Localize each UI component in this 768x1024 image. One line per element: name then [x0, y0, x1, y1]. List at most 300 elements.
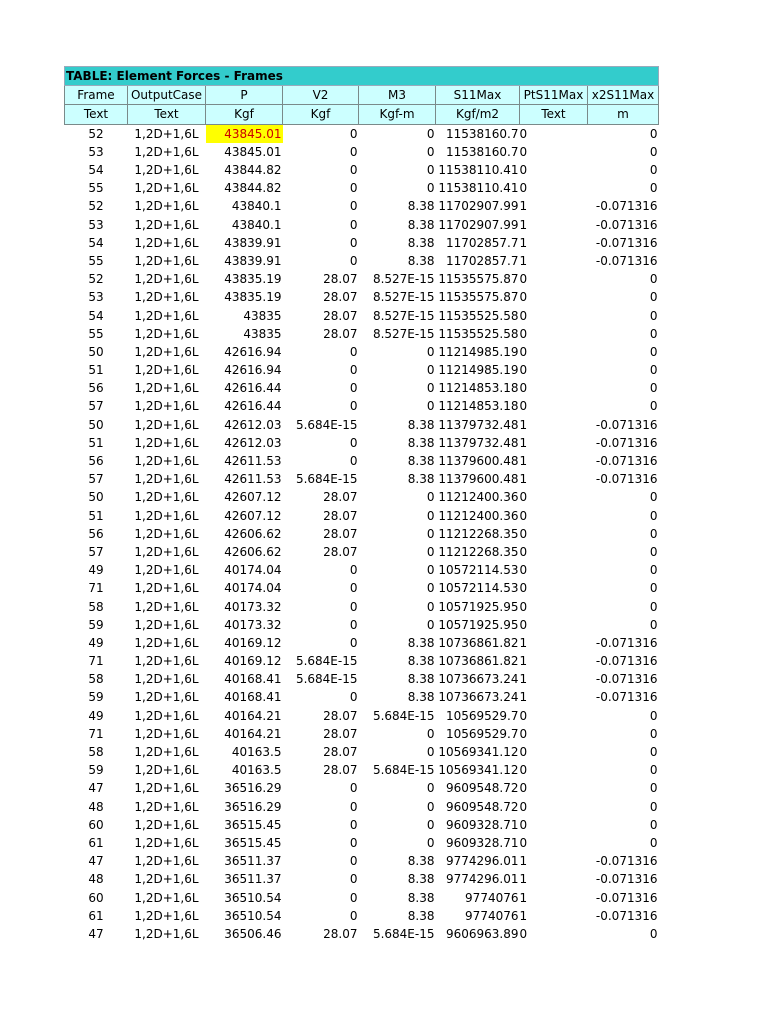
- cell-pts11max[interactable]: 1: [519, 454, 528, 469]
- cell-x2s11max[interactable]: -0.071316: [595, 253, 658, 268]
- cell-p[interactable]: 42607.12: [224, 490, 282, 505]
- cell-x2s11max[interactable]: 0: [649, 399, 658, 414]
- cell-m3[interactable]: 8.527E-15: [372, 290, 435, 305]
- cell-p[interactable]: 40168.41: [224, 690, 282, 705]
- cell-pts11max[interactable]: 1: [519, 235, 528, 250]
- cell-frame[interactable]: 58: [88, 745, 104, 760]
- cell-v2[interactable]: 0: [349, 199, 358, 214]
- cell-m3[interactable]: 0: [426, 726, 435, 741]
- cell-s11max[interactable]: 10571925.95: [438, 599, 519, 614]
- cell-p[interactable]: 40169.12: [224, 654, 282, 669]
- cell-m3[interactable]: 8.38: [407, 890, 435, 905]
- cell-frame[interactable]: 61: [88, 835, 104, 850]
- cell-x2s11max[interactable]: 0: [649, 272, 658, 287]
- cell-pts11max[interactable]: 0: [519, 563, 528, 578]
- cell-output-case[interactable]: 1,2D+1,6L: [134, 490, 199, 505]
- cell-frame[interactable]: 51: [88, 363, 104, 378]
- cell-frame[interactable]: 60: [88, 890, 104, 905]
- cell-x2s11max[interactable]: 0: [649, 181, 658, 196]
- cell-v2[interactable]: 0: [349, 817, 358, 832]
- cell-frame[interactable]: 49: [88, 635, 104, 650]
- cell-p[interactable]: 43835.19: [224, 272, 282, 287]
- cell-output-case[interactable]: 1,2D+1,6L: [134, 854, 199, 869]
- cell-output-case[interactable]: 1,2D+1,6L: [134, 472, 199, 487]
- cell-p[interactable]: 40168.41: [224, 672, 282, 687]
- cell-frame[interactable]: 60: [88, 817, 104, 832]
- cell-output-case[interactable]: 1,2D+1,6L: [134, 708, 199, 723]
- cell-s11max[interactable]: 11535575.87: [438, 290, 519, 305]
- cell-x2s11max[interactable]: 0: [649, 708, 658, 723]
- cell-p[interactable]: 43840.1: [231, 199, 282, 214]
- cell-output-case[interactable]: 1,2D+1,6L: [134, 599, 199, 614]
- cell-s11max[interactable]: 11379600.48: [438, 472, 519, 487]
- cell-s11max[interactable]: 10736673.24: [438, 672, 519, 687]
- cell-pts11max[interactable]: 0: [519, 926, 528, 941]
- cell-output-case[interactable]: 1,2D+1,6L: [134, 690, 199, 705]
- cell-pts11max[interactable]: 1: [519, 672, 528, 687]
- cell-pts11max[interactable]: 0: [519, 508, 528, 523]
- cell-x2s11max[interactable]: 0: [649, 726, 658, 741]
- cell-pts11max[interactable]: 0: [519, 308, 528, 323]
- cell-frame[interactable]: 54: [88, 235, 104, 250]
- cell-s11max[interactable]: 11702907.99: [438, 199, 519, 214]
- cell-x2s11max[interactable]: -0.071316: [595, 908, 658, 923]
- cell-x2s11max[interactable]: 0: [649, 817, 658, 832]
- cell-pts11max[interactable]: 0: [519, 544, 528, 559]
- cell-output-case[interactable]: 1,2D+1,6L: [134, 308, 199, 323]
- cell-frame[interactable]: 47: [88, 781, 104, 796]
- cell-m3[interactable]: 8.38: [407, 253, 435, 268]
- cell-output-case[interactable]: 1,2D+1,6L: [134, 144, 199, 159]
- cell-v2[interactable]: 0: [349, 217, 358, 232]
- cell-x2s11max[interactable]: 0: [649, 526, 658, 541]
- cell-output-case[interactable]: 1,2D+1,6L: [134, 835, 199, 850]
- cell-x2s11max[interactable]: 0: [649, 344, 658, 359]
- cell-pts11max[interactable]: 0: [519, 726, 528, 741]
- cell-output-case[interactable]: 1,2D+1,6L: [134, 272, 199, 287]
- cell-m3[interactable]: 8.38: [407, 672, 435, 687]
- cell-p[interactable]: 43839.91: [224, 253, 282, 268]
- cell-x2s11max[interactable]: 0: [649, 799, 658, 814]
- cell-pts11max[interactable]: 0: [519, 490, 528, 505]
- cell-pts11max[interactable]: 0: [519, 290, 528, 305]
- cell-v2[interactable]: 0: [349, 163, 358, 178]
- cell-s11max[interactable]: 11379600.48: [438, 454, 519, 469]
- cell-x2s11max[interactable]: 0: [649, 926, 658, 941]
- cell-pts11max[interactable]: 0: [519, 181, 528, 196]
- cell-v2[interactable]: 0: [349, 690, 358, 705]
- cell-m3[interactable]: 0: [426, 581, 435, 596]
- cell-p[interactable]: 36516.29: [224, 781, 282, 796]
- cell-p[interactable]: 40163.5: [231, 745, 282, 760]
- cell-v2[interactable]: 28.07: [323, 326, 358, 341]
- cell-p[interactable]: 43835: [243, 326, 282, 341]
- cell-p[interactable]: 40173.32: [224, 599, 282, 614]
- cell-m3[interactable]: 0: [426, 745, 435, 760]
- cell-pts11max[interactable]: 1: [519, 690, 528, 705]
- column-header-pts11max[interactable]: PtS11Max: [520, 86, 588, 105]
- column-header-p[interactable]: P: [206, 86, 283, 105]
- cell-p[interactable]: 36516.29: [224, 799, 282, 814]
- cell-pts11max[interactable]: 0: [519, 363, 528, 378]
- cell-p[interactable]: 36511.37: [224, 854, 282, 869]
- cell-s11max[interactable]: 11214853.18: [438, 399, 519, 414]
- cell-s11max[interactable]: 11214853.18: [438, 381, 519, 396]
- cell-output-case[interactable]: 1,2D+1,6L: [134, 344, 199, 359]
- cell-pts11max[interactable]: 1: [519, 253, 528, 268]
- cell-frame[interactable]: 54: [88, 163, 104, 178]
- cell-m3[interactable]: 8.38: [407, 654, 435, 669]
- cell-frame[interactable]: 53: [88, 144, 104, 159]
- cell-pts11max[interactable]: 0: [519, 399, 528, 414]
- cell-x2s11max[interactable]: 0: [649, 581, 658, 596]
- cell-m3[interactable]: 0: [426, 508, 435, 523]
- cell-output-case[interactable]: 1,2D+1,6L: [134, 726, 199, 741]
- cell-pts11max[interactable]: 0: [519, 763, 528, 778]
- cell-frame[interactable]: 50: [88, 417, 104, 432]
- cell-x2s11max[interactable]: 0: [649, 544, 658, 559]
- cell-v2[interactable]: 5.684E-15: [295, 672, 358, 687]
- cell-x2s11max[interactable]: -0.071316: [595, 417, 658, 432]
- cell-output-case[interactable]: 1,2D+1,6L: [134, 381, 199, 396]
- cell-m3[interactable]: 5.684E-15: [372, 763, 435, 778]
- cell-v2[interactable]: 0: [349, 908, 358, 923]
- cell-v2[interactable]: 0: [349, 854, 358, 869]
- cell-frame[interactable]: 49: [88, 563, 104, 578]
- column-header-output-case[interactable]: OutputCase: [128, 86, 206, 105]
- cell-m3[interactable]: 0: [426, 363, 435, 378]
- cell-pts11max[interactable]: 0: [519, 272, 528, 287]
- cell-m3[interactable]: 0: [426, 344, 435, 359]
- cell-x2s11max[interactable]: 0: [649, 163, 658, 178]
- cell-x2s11max[interactable]: 0: [649, 126, 658, 141]
- cell-v2[interactable]: 0: [349, 635, 358, 650]
- cell-s11max[interactable]: 10736673.24: [438, 690, 519, 705]
- cell-frame[interactable]: 47: [88, 854, 104, 869]
- cell-v2[interactable]: 0: [349, 235, 358, 250]
- cell-x2s11max[interactable]: -0.071316: [595, 672, 658, 687]
- cell-x2s11max[interactable]: 0: [649, 381, 658, 396]
- cell-m3[interactable]: 0: [426, 144, 435, 159]
- cell-p[interactable]: 42616.44: [224, 381, 282, 396]
- cell-p[interactable]: 42616.44: [224, 399, 282, 414]
- cell-pts11max[interactable]: 0: [519, 326, 528, 341]
- cell-m3[interactable]: 0: [426, 526, 435, 541]
- cell-v2[interactable]: 0: [349, 344, 358, 359]
- cell-p[interactable]: 43845.01: [206, 124, 283, 143]
- cell-p[interactable]: 36515.45: [224, 835, 282, 850]
- cell-x2s11max[interactable]: 0: [649, 508, 658, 523]
- cell-v2[interactable]: 0: [349, 890, 358, 905]
- cell-pts11max[interactable]: 0: [519, 344, 528, 359]
- cell-frame[interactable]: 61: [88, 908, 104, 923]
- cell-frame[interactable]: 48: [88, 872, 104, 887]
- cell-p[interactable]: 43839.91: [224, 235, 282, 250]
- cell-p[interactable]: 40164.21: [224, 708, 282, 723]
- cell-pts11max[interactable]: 0: [519, 817, 528, 832]
- cell-pts11max[interactable]: 0: [519, 526, 528, 541]
- cell-m3[interactable]: 8.38: [407, 635, 435, 650]
- cell-v2[interactable]: 0: [349, 454, 358, 469]
- cell-p[interactable]: 43845.01: [224, 144, 282, 159]
- cell-p[interactable]: 36506.46: [224, 926, 282, 941]
- cell-output-case[interactable]: 1,2D+1,6L: [134, 435, 199, 450]
- cell-v2[interactable]: 28.07: [323, 272, 358, 287]
- cell-v2[interactable]: 0: [349, 253, 358, 268]
- cell-x2s11max[interactable]: 0: [649, 308, 658, 323]
- cell-output-case[interactable]: 1,2D+1,6L: [134, 181, 199, 196]
- cell-x2s11max[interactable]: 0: [649, 763, 658, 778]
- cell-frame[interactable]: 58: [88, 672, 104, 687]
- cell-frame[interactable]: 55: [88, 181, 104, 196]
- cell-s11max[interactable]: 11535525.58: [438, 326, 519, 341]
- cell-s11max[interactable]: 11214985.19: [438, 363, 519, 378]
- cell-output-case[interactable]: 1,2D+1,6L: [134, 253, 199, 268]
- cell-output-case[interactable]: 1,2D+1,6L: [134, 290, 199, 305]
- cell-m3[interactable]: 0: [426, 399, 435, 414]
- cell-output-case[interactable]: 1,2D+1,6L: [134, 799, 199, 814]
- cell-s11max[interactable]: 11535525.58: [438, 308, 519, 323]
- cell-s11max[interactable]: 11702857.7: [445, 253, 519, 268]
- cell-v2[interactable]: 5.684E-15: [295, 417, 358, 432]
- cell-m3[interactable]: 0: [426, 381, 435, 396]
- cell-pts11max[interactable]: 1: [519, 417, 528, 432]
- cell-s11max[interactable]: 9774076: [465, 908, 519, 923]
- cell-frame[interactable]: 51: [88, 435, 104, 450]
- cell-pts11max[interactable]: 0: [519, 781, 528, 796]
- cell-frame[interactable]: 71: [88, 581, 104, 596]
- cell-pts11max[interactable]: 1: [519, 890, 528, 905]
- cell-frame[interactable]: 59: [88, 690, 104, 705]
- cell-s11max[interactable]: 11212400.36: [438, 508, 519, 523]
- cell-s11max[interactable]: 11212400.36: [438, 490, 519, 505]
- cell-m3[interactable]: 0: [426, 617, 435, 632]
- column-header-frame[interactable]: Frame: [65, 86, 128, 105]
- cell-s11max[interactable]: 10571925.95: [438, 617, 519, 632]
- cell-x2s11max[interactable]: 0: [649, 290, 658, 305]
- cell-frame[interactable]: 52: [88, 199, 104, 214]
- cell-v2[interactable]: 0: [349, 181, 358, 196]
- cell-output-case[interactable]: 1,2D+1,6L: [134, 417, 199, 432]
- cell-v2[interactable]: 0: [349, 781, 358, 796]
- cell-x2s11max[interactable]: -0.071316: [595, 854, 658, 869]
- cell-output-case[interactable]: 1,2D+1,6L: [134, 563, 199, 578]
- cell-x2s11max[interactable]: 0: [649, 835, 658, 850]
- cell-x2s11max[interactable]: 0: [649, 363, 658, 378]
- cell-s11max[interactable]: 9609328.71: [445, 817, 519, 832]
- cell-pts11max[interactable]: 0: [519, 835, 528, 850]
- cell-x2s11max[interactable]: -0.071316: [595, 690, 658, 705]
- cell-p[interactable]: 42607.12: [224, 508, 282, 523]
- cell-v2[interactable]: 28.07: [323, 708, 358, 723]
- cell-pts11max[interactable]: 0: [519, 381, 528, 396]
- cell-m3[interactable]: 0: [426, 126, 435, 141]
- cell-s11max[interactable]: 10569341.12: [438, 745, 519, 760]
- cell-s11max[interactable]: 11379732.48: [438, 417, 519, 432]
- cell-frame[interactable]: 51: [88, 508, 104, 523]
- cell-output-case[interactable]: 1,2D+1,6L: [134, 326, 199, 341]
- cell-frame[interactable]: 47: [88, 926, 104, 941]
- cell-output-case[interactable]: 1,2D+1,6L: [134, 508, 199, 523]
- cell-x2s11max[interactable]: -0.071316: [595, 454, 658, 469]
- cell-m3[interactable]: 0: [426, 599, 435, 614]
- cell-output-case[interactable]: 1,2D+1,6L: [134, 235, 199, 250]
- cell-s11max[interactable]: 9774296.01: [445, 854, 519, 869]
- cell-s11max[interactable]: 9606963.89: [445, 926, 519, 941]
- cell-m3[interactable]: 0: [426, 799, 435, 814]
- cell-output-case[interactable]: 1,2D+1,6L: [134, 617, 199, 632]
- cell-v2[interactable]: 0: [349, 435, 358, 450]
- cell-output-case[interactable]: 1,2D+1,6L: [134, 199, 199, 214]
- cell-p[interactable]: 43840.1: [231, 217, 282, 232]
- cell-p[interactable]: 40164.21: [224, 726, 282, 741]
- cell-p[interactable]: 40173.32: [224, 617, 282, 632]
- cell-output-case[interactable]: 1,2D+1,6L: [134, 781, 199, 796]
- cell-v2[interactable]: 0: [349, 126, 358, 141]
- cell-output-case[interactable]: 1,2D+1,6L: [134, 126, 199, 141]
- cell-output-case[interactable]: 1,2D+1,6L: [134, 817, 199, 832]
- cell-s11max[interactable]: 11214985.19: [438, 344, 519, 359]
- cell-s11max[interactable]: 11702857.7: [445, 235, 519, 250]
- cell-s11max[interactable]: 11538160.7: [445, 144, 519, 159]
- cell-output-case[interactable]: 1,2D+1,6L: [134, 635, 199, 650]
- cell-s11max[interactable]: 10569341.12: [438, 763, 519, 778]
- cell-p[interactable]: 40169.12: [224, 635, 282, 650]
- cell-x2s11max[interactable]: -0.071316: [595, 635, 658, 650]
- cell-m3[interactable]: 8.38: [407, 454, 435, 469]
- cell-v2[interactable]: 28.07: [323, 726, 358, 741]
- cell-m3[interactable]: 0: [426, 181, 435, 196]
- cell-m3[interactable]: 8.38: [407, 908, 435, 923]
- cell-s11max[interactable]: 10569529.7: [445, 708, 519, 723]
- cell-v2[interactable]: 28.07: [323, 526, 358, 541]
- column-header-x2s11max[interactable]: x2S11Max: [588, 86, 659, 105]
- cell-x2s11max[interactable]: 0: [649, 599, 658, 614]
- cell-p[interactable]: 36510.54: [224, 908, 282, 923]
- cell-output-case[interactable]: 1,2D+1,6L: [134, 217, 199, 232]
- cell-v2[interactable]: 0: [349, 799, 358, 814]
- cell-x2s11max[interactable]: -0.071316: [595, 199, 658, 214]
- cell-m3[interactable]: 0: [426, 163, 435, 178]
- cell-output-case[interactable]: 1,2D+1,6L: [134, 163, 199, 178]
- cell-frame[interactable]: 56: [88, 526, 104, 541]
- cell-frame[interactable]: 71: [88, 654, 104, 669]
- cell-s11max[interactable]: 11538110.41: [438, 181, 519, 196]
- cell-frame[interactable]: 57: [88, 544, 104, 559]
- cell-output-case[interactable]: 1,2D+1,6L: [134, 908, 199, 923]
- cell-pts11max[interactable]: 1: [519, 435, 528, 450]
- cell-pts11max[interactable]: 1: [519, 217, 528, 232]
- cell-s11max[interactable]: 10569529.7: [445, 726, 519, 741]
- cell-x2s11max[interactable]: 0: [649, 563, 658, 578]
- cell-v2[interactable]: 28.07: [323, 544, 358, 559]
- cell-v2[interactable]: 0: [349, 399, 358, 414]
- cell-m3[interactable]: 8.527E-15: [372, 326, 435, 341]
- cell-x2s11max[interactable]: 0: [649, 326, 658, 341]
- cell-frame[interactable]: 59: [88, 763, 104, 778]
- cell-x2s11max[interactable]: 0: [649, 745, 658, 760]
- cell-p[interactable]: 43844.82: [224, 163, 282, 178]
- column-header-v2[interactable]: V2: [283, 86, 359, 105]
- cell-s11max[interactable]: 10736861.82: [438, 654, 519, 669]
- cell-p[interactable]: 42606.62: [224, 544, 282, 559]
- cell-p[interactable]: 36515.45: [224, 817, 282, 832]
- cell-pts11max[interactable]: 0: [519, 799, 528, 814]
- cell-m3[interactable]: 0: [426, 817, 435, 832]
- cell-m3[interactable]: 8.38: [407, 199, 435, 214]
- cell-p[interactable]: 42616.94: [224, 363, 282, 378]
- cell-v2[interactable]: 28.07: [323, 290, 358, 305]
- cell-output-case[interactable]: 1,2D+1,6L: [134, 581, 199, 596]
- cell-v2[interactable]: 0: [349, 835, 358, 850]
- cell-m3[interactable]: 8.38: [407, 854, 435, 869]
- cell-frame[interactable]: 57: [88, 399, 104, 414]
- column-header-m3[interactable]: M3: [359, 86, 436, 105]
- cell-output-case[interactable]: 1,2D+1,6L: [134, 654, 199, 669]
- cell-x2s11max[interactable]: -0.071316: [595, 472, 658, 487]
- cell-s11max[interactable]: 11538160.7: [445, 126, 519, 141]
- cell-output-case[interactable]: 1,2D+1,6L: [134, 454, 199, 469]
- cell-x2s11max[interactable]: -0.071316: [595, 872, 658, 887]
- cell-v2[interactable]: 0: [349, 144, 358, 159]
- cell-p[interactable]: 42612.03: [224, 417, 282, 432]
- cell-output-case[interactable]: 1,2D+1,6L: [134, 890, 199, 905]
- cell-pts11max[interactable]: 0: [519, 144, 528, 159]
- cell-output-case[interactable]: 1,2D+1,6L: [134, 526, 199, 541]
- cell-frame[interactable]: 52: [88, 126, 104, 141]
- cell-x2s11max[interactable]: 0: [649, 490, 658, 505]
- cell-output-case[interactable]: 1,2D+1,6L: [134, 544, 199, 559]
- cell-m3[interactable]: 0: [426, 563, 435, 578]
- cell-frame[interactable]: 54: [88, 308, 104, 323]
- cell-v2[interactable]: 28.07: [323, 763, 358, 778]
- cell-frame[interactable]: 49: [88, 708, 104, 723]
- cell-m3[interactable]: 0: [426, 781, 435, 796]
- cell-p[interactable]: 36511.37: [224, 872, 282, 887]
- cell-v2[interactable]: 0: [349, 563, 358, 578]
- cell-x2s11max[interactable]: 0: [649, 781, 658, 796]
- cell-p[interactable]: 42606.62: [224, 526, 282, 541]
- cell-pts11max[interactable]: 1: [519, 908, 528, 923]
- cell-frame[interactable]: 55: [88, 253, 104, 268]
- cell-m3[interactable]: 5.684E-15: [372, 708, 435, 723]
- cell-p[interactable]: 42611.53: [224, 454, 282, 469]
- cell-m3[interactable]: 8.527E-15: [372, 308, 435, 323]
- cell-s11max[interactable]: 9774076: [465, 890, 519, 905]
- cell-v2[interactable]: 0: [349, 363, 358, 378]
- cell-frame[interactable]: 58: [88, 599, 104, 614]
- cell-frame[interactable]: 48: [88, 799, 104, 814]
- cell-m3[interactable]: 5.684E-15: [372, 926, 435, 941]
- cell-frame[interactable]: 56: [88, 381, 104, 396]
- cell-v2[interactable]: 28.07: [323, 490, 358, 505]
- cell-p[interactable]: 43835: [243, 308, 282, 323]
- cell-m3[interactable]: 8.38: [407, 235, 435, 250]
- cell-v2[interactable]: 0: [349, 581, 358, 596]
- cell-v2[interactable]: 5.684E-15: [295, 654, 358, 669]
- cell-frame[interactable]: 55: [88, 326, 104, 341]
- cell-output-case[interactable]: 1,2D+1,6L: [134, 363, 199, 378]
- cell-s11max[interactable]: 11212268.35: [438, 526, 519, 541]
- cell-frame[interactable]: 59: [88, 617, 104, 632]
- cell-p[interactable]: 40174.04: [224, 581, 282, 596]
- cell-x2s11max[interactable]: 0: [649, 144, 658, 159]
- cell-s11max[interactable]: 10572114.53: [438, 563, 519, 578]
- cell-v2[interactable]: 28.07: [323, 308, 358, 323]
- cell-frame[interactable]: 53: [88, 290, 104, 305]
- cell-v2[interactable]: 0: [349, 599, 358, 614]
- cell-frame[interactable]: 50: [88, 490, 104, 505]
